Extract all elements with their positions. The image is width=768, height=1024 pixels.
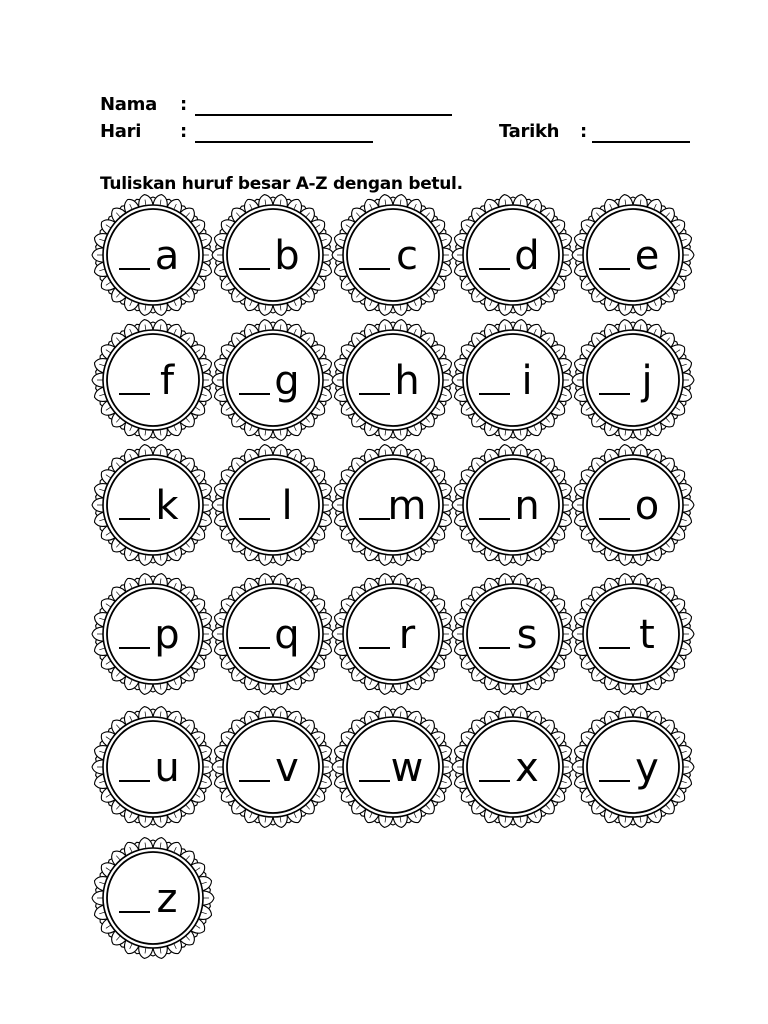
lowercase-letter-v: v <box>275 745 299 791</box>
lowercase-letter-e: e <box>634 233 660 279</box>
letter-flower-d <box>452 195 574 316</box>
lowercase-letter-g: g <box>274 358 300 404</box>
lowercase-letter-a: a <box>154 233 180 279</box>
letter-flower-e <box>572 195 694 316</box>
letter-flower-z <box>92 838 214 959</box>
letter-flower-y <box>572 707 694 828</box>
lowercase-letter-q: q <box>274 612 300 658</box>
lowercase-letter-l: l <box>281 483 293 529</box>
letter-flower-c <box>332 195 454 316</box>
lowercase-letter-t: t <box>639 612 655 658</box>
date-colon: : <box>580 121 587 142</box>
letter-flower-v <box>212 707 334 828</box>
lowercase-letter-h: h <box>394 358 420 404</box>
lowercase-letter-r: r <box>398 612 416 658</box>
letter-flower-a <box>92 195 214 316</box>
letter-flower-u <box>92 707 214 828</box>
letter-flower-r <box>332 574 454 695</box>
lowercase-letter-j: j <box>641 358 653 404</box>
lowercase-letter-s: s <box>516 612 538 658</box>
lowercase-letter-y: y <box>635 745 659 791</box>
letter-flower-h <box>332 320 454 441</box>
letter-flower-w <box>332 707 454 828</box>
lowercase-letter-z: z <box>156 876 178 922</box>
letter-flower-j <box>572 320 694 441</box>
lowercase-letter-f: f <box>159 358 175 404</box>
letter-flower-i <box>452 320 574 441</box>
lowercase-letter-b: b <box>274 233 300 279</box>
letter-flower-o <box>572 445 694 566</box>
lowercase-letter-u: u <box>154 745 180 791</box>
date-label: Tarikh <box>499 121 560 142</box>
lowercase-letter-x: x <box>515 745 539 791</box>
letter-flower-n <box>452 445 574 566</box>
letter-flower-b <box>212 195 334 316</box>
lowercase-letter-w: w <box>390 745 424 791</box>
lowercase-letter-c: c <box>396 233 418 279</box>
letter-flower-s <box>452 574 574 695</box>
lowercase-letter-d: d <box>514 233 540 279</box>
name-colon: : <box>180 94 187 115</box>
letter-flower-m <box>332 445 454 566</box>
instruction-text: Tuliskan huruf besar A-Z dengan betul. <box>100 174 463 194</box>
day-label: Hari <box>100 121 142 142</box>
letter-flower-k <box>92 445 214 566</box>
letter-flower-t <box>572 574 694 695</box>
lowercase-letter-o: o <box>634 483 660 529</box>
day-colon: : <box>180 121 187 142</box>
lowercase-letter-p: p <box>154 612 180 658</box>
letter-flower-q <box>212 574 334 695</box>
lowercase-letter-m: m <box>387 483 427 529</box>
lowercase-letter-n: n <box>514 483 540 529</box>
name-label: Nama <box>100 94 157 115</box>
letter-flower-l <box>212 445 334 566</box>
lowercase-letter-k: k <box>155 483 179 529</box>
letter-flower-p <box>92 574 214 695</box>
letter-flower-f <box>92 320 214 441</box>
letter-flower-g <box>212 320 334 441</box>
letter-flower-x <box>452 707 574 828</box>
lowercase-letter-i: i <box>521 358 533 404</box>
